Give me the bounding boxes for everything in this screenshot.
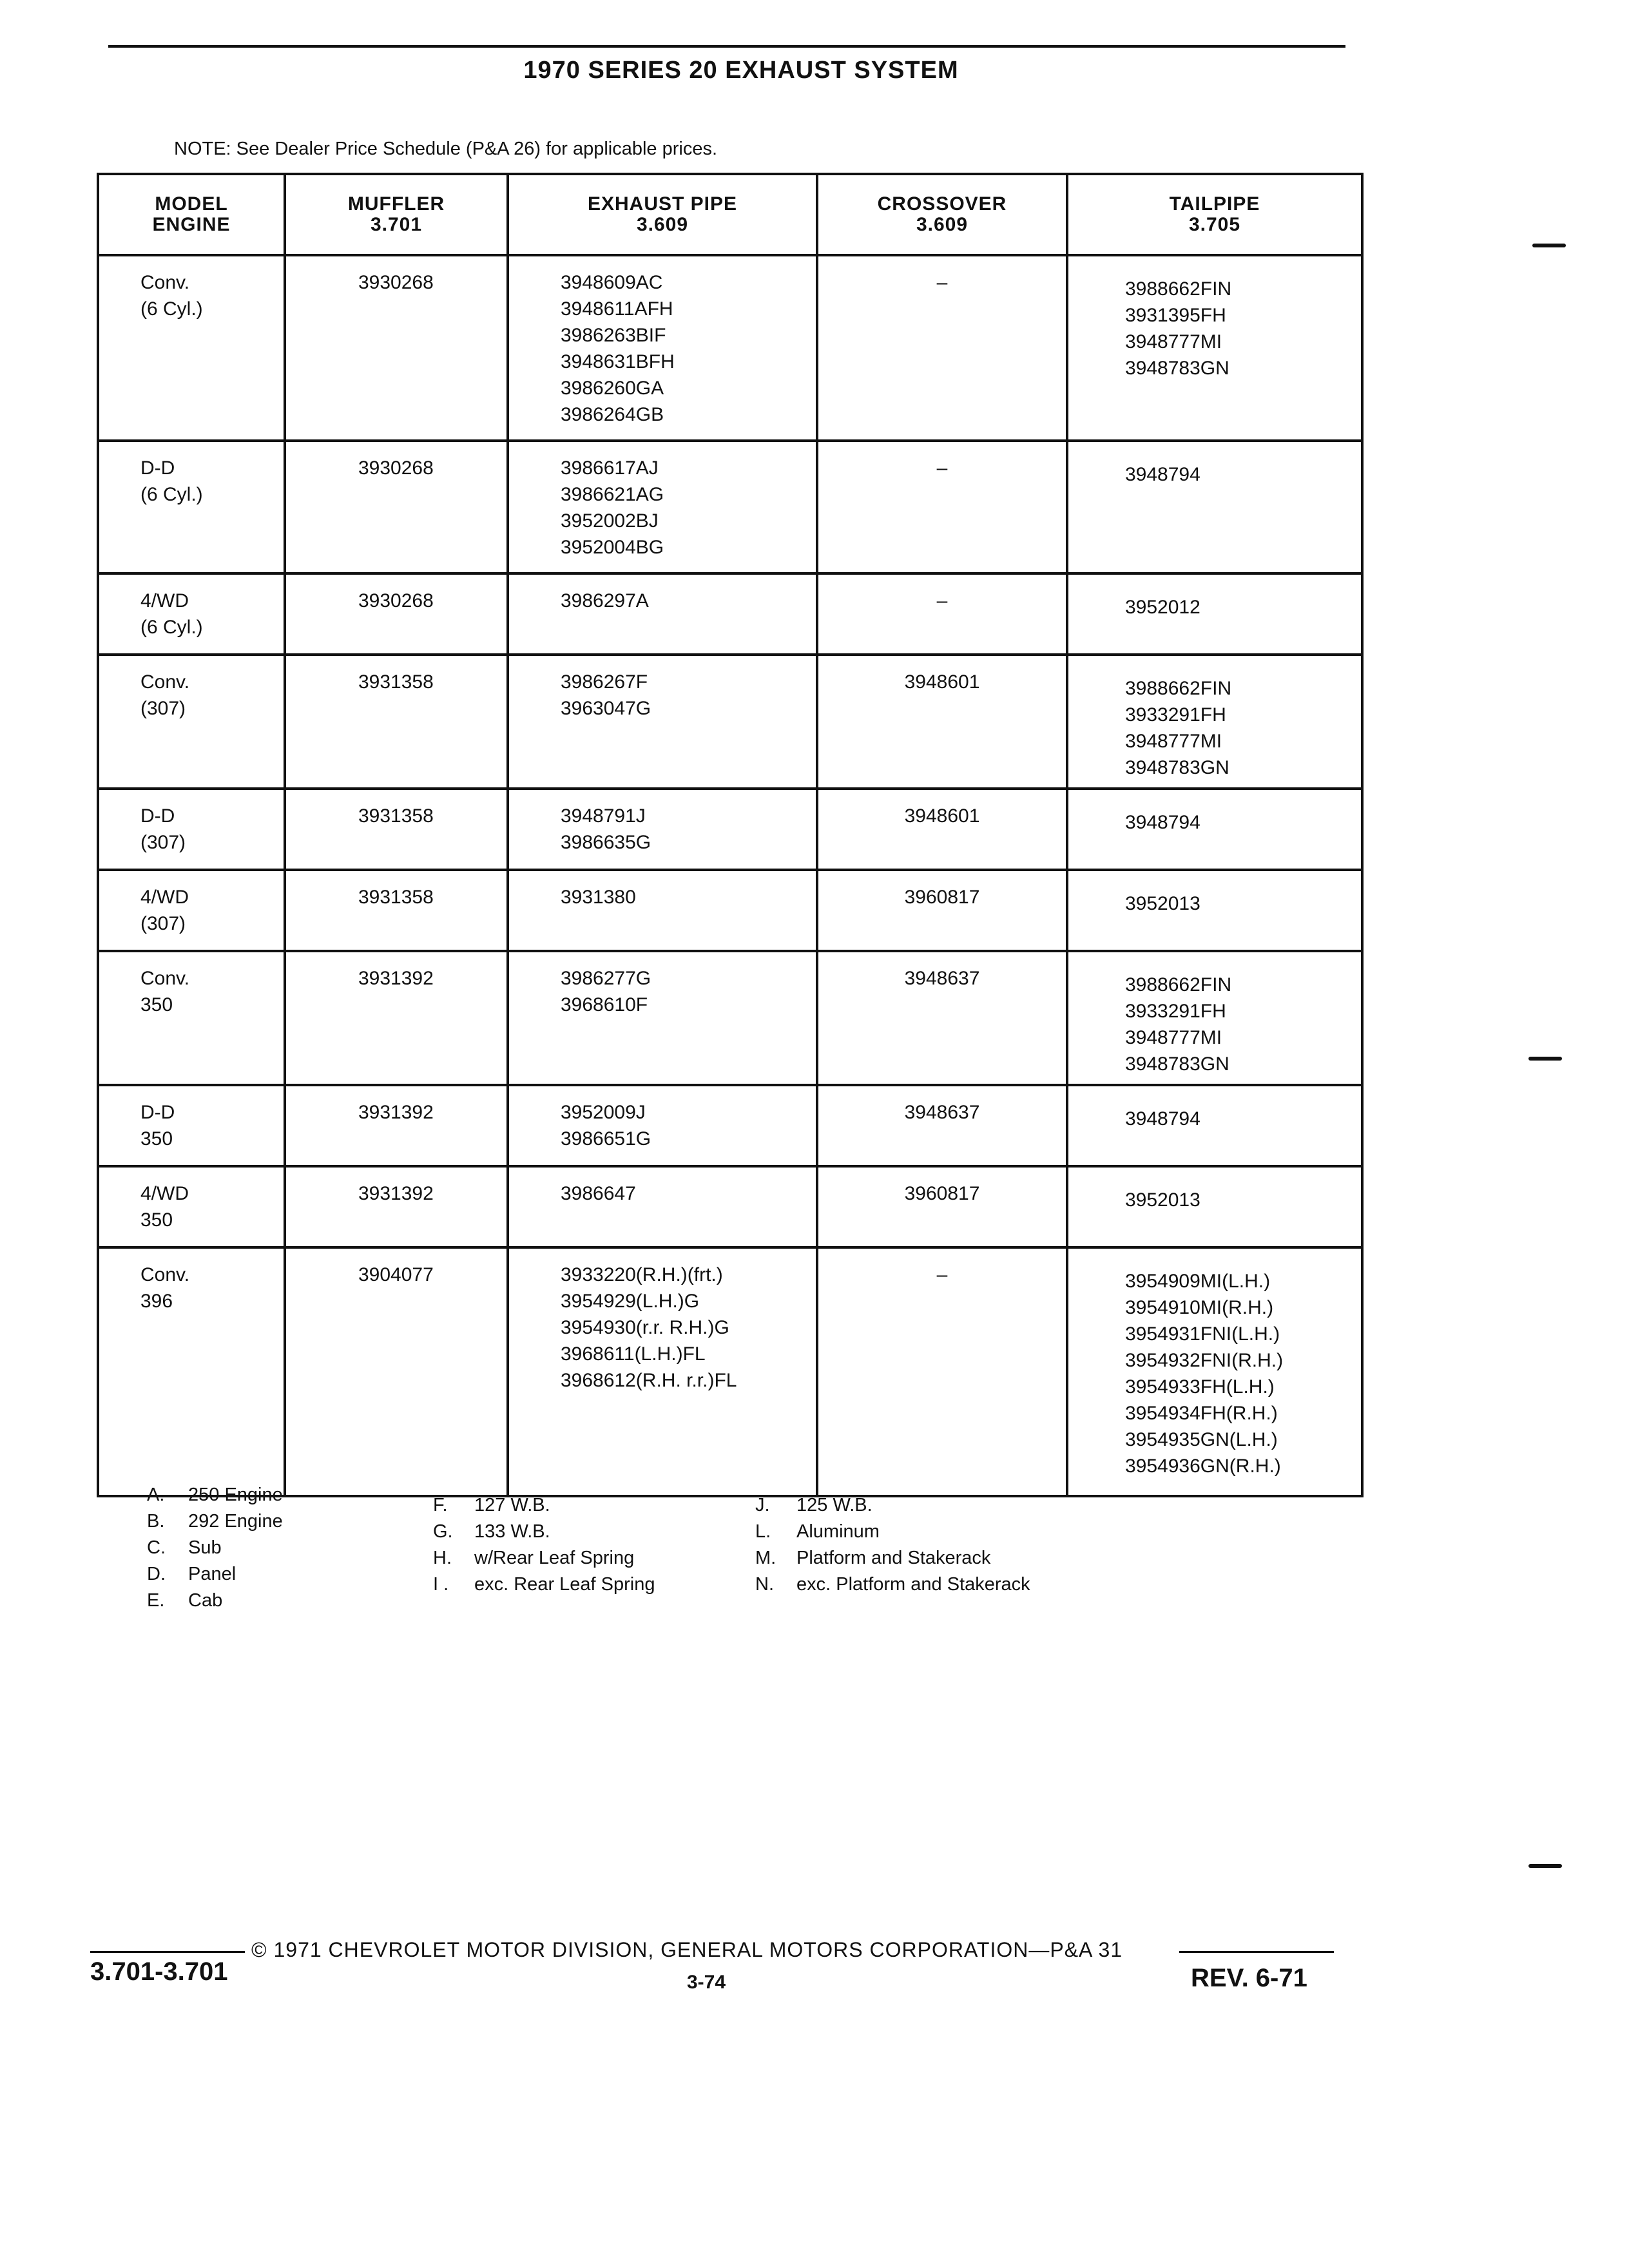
- exhaust-pipe-cell: [508, 789, 817, 870]
- tailpipe-part-number: 3954936GN(R.H.): [1125, 1456, 1281, 1477]
- tailpipe-part-number: 3954910MI(R.H.): [1125, 1297, 1274, 1318]
- tailpipe-part-number: 3988662FIN: [1125, 278, 1232, 300]
- exhaust-pipe-part-number: 3986264GB: [561, 404, 664, 425]
- legend-item: [147, 1482, 283, 1508]
- legend-text: 127 W.B.: [474, 1495, 550, 1515]
- muffler-cell: [285, 655, 508, 789]
- model-engine-text: 350: [140, 1128, 173, 1149]
- header-label: 3.609: [636, 214, 689, 235]
- top-rule: [108, 45, 1345, 48]
- header-label: 3.609: [916, 214, 969, 235]
- tailpipe-cell: [1067, 655, 1362, 789]
- legend-item: [755, 1571, 1030, 1598]
- legend-text: w/Rear Leaf Spring: [474, 1548, 635, 1568]
- legend-column-3: [755, 1492, 1030, 1598]
- exhaust-pipe-part-number: 3986267F: [561, 671, 648, 693]
- model-engine-text: (307): [140, 832, 186, 853]
- table-row: [98, 573, 1362, 655]
- crossover-part-number: 3960817: [904, 887, 980, 908]
- muffler-part-number: 3931392: [358, 1183, 434, 1204]
- legend-item: [755, 1519, 1030, 1545]
- muffler-cell: [285, 1166, 508, 1247]
- legend-text: Aluminum: [796, 1521, 880, 1542]
- exhaust-pipe-part-number: 3954930(r.r. R.H.)G: [561, 1317, 729, 1338]
- model-engine-cell: [98, 870, 285, 951]
- model-engine-text: D-D: [140, 1102, 175, 1123]
- model-engine-cell: [98, 255, 285, 441]
- exhaust-pipe-part-number: 3948631BFH: [561, 351, 675, 372]
- footer-rule-left: [90, 1951, 245, 1953]
- legend-key: I .: [433, 1574, 449, 1595]
- muffler-cell: [285, 573, 508, 655]
- muffler-part-number: 3931358: [358, 887, 434, 908]
- header-label: MODEL: [155, 193, 228, 215]
- tailpipe-cell: [1067, 951, 1362, 1085]
- exhaust-pipe-part-number: 3986647: [561, 1183, 636, 1204]
- footer-section-code: 3.701-3.701: [90, 1957, 228, 1986]
- margin-tick-mark: [1532, 244, 1566, 247]
- crossover-cell: [817, 1247, 1067, 1496]
- tailpipe-part-number: 3948777MI: [1125, 331, 1222, 352]
- exhaust-pipe-part-number: 3986651G: [561, 1128, 651, 1149]
- footer-rule-right: [1179, 1951, 1334, 1953]
- model-engine-text: (6 Cyl.): [140, 617, 203, 638]
- header-muffler: [285, 174, 508, 255]
- header-label: CROSSOVER: [877, 193, 1007, 215]
- exhaust-pipe-cell: [508, 255, 817, 441]
- exhaust-pipe-cell: [508, 441, 817, 573]
- muffler-cell: [285, 951, 508, 1085]
- exhaust-pipe-part-number: 3931380: [561, 887, 636, 908]
- crossover-cell: [817, 441, 1067, 573]
- exhaust-pipe-part-number: 3948609AC: [561, 272, 663, 293]
- exhaust-pipe-part-number: 3952009J: [561, 1102, 646, 1123]
- model-engine-text: 4/WD: [140, 590, 189, 611]
- tailpipe-part-number: 3954932FNI(R.H.): [1125, 1350, 1284, 1371]
- exhaust-pipe-cell: [508, 951, 817, 1085]
- legend-column-2: [433, 1492, 655, 1598]
- header-label: 3.705: [1188, 214, 1241, 235]
- muffler-part-number: 3931358: [358, 671, 434, 693]
- table-body: [98, 255, 1362, 1496]
- exhaust-parts-table: [97, 173, 1364, 1497]
- legend-text: Sub: [188, 1537, 222, 1558]
- model-engine-text: (6 Cyl.): [140, 298, 203, 320]
- crossover-cell: [817, 789, 1067, 870]
- legend-item: [147, 1508, 283, 1535]
- tailpipe-part-number: 3931395FH: [1125, 305, 1226, 326]
- model-engine-text: 4/WD: [140, 1183, 189, 1204]
- model-engine-cell: [98, 573, 285, 655]
- muffler-cell: [285, 1085, 508, 1166]
- legend-key: M.: [755, 1548, 776, 1568]
- tailpipe-cell: [1067, 1247, 1362, 1496]
- exhaust-pipe-part-number: 3986621AG: [561, 484, 664, 505]
- legend-text: exc. Platform and Stakerack: [796, 1574, 1030, 1595]
- legend-column-1: [147, 1482, 283, 1614]
- table-header-row: [98, 174, 1362, 255]
- muffler-part-number: 3904077: [358, 1264, 434, 1285]
- muffler-cell: [285, 441, 508, 573]
- page-title: 1970 SERIES 20 EXHAUST SYSTEM: [523, 57, 959, 84]
- muffler-part-number: 3930268: [358, 272, 434, 293]
- crossover-cell: [817, 255, 1067, 441]
- tailpipe-part-number: 3954909MI(L.H.): [1125, 1271, 1271, 1292]
- header-exhaust-pipe: [508, 174, 817, 255]
- legend-text: Cab: [188, 1590, 223, 1611]
- exhaust-pipe-part-number: 3948791J: [561, 805, 646, 827]
- table-row: [98, 655, 1362, 789]
- header-label: ENGINE: [152, 214, 231, 235]
- model-engine-text: 350: [140, 1209, 173, 1231]
- header-label: MUFFLER: [347, 193, 445, 215]
- exhaust-pipe-cell: [508, 573, 817, 655]
- exhaust-pipe-part-number: 3968610F: [561, 994, 648, 1015]
- model-engine-text: D-D: [140, 805, 175, 827]
- exhaust-pipe-part-number: 3948611AFH: [561, 298, 673, 320]
- crossover-part-number: 3948601: [904, 671, 980, 693]
- legend-item: [147, 1588, 283, 1614]
- tailpipe-part-number: 3948777MI: [1125, 731, 1222, 752]
- header-tailpipe: [1067, 174, 1362, 255]
- tailpipe-part-number: 3952013: [1125, 893, 1200, 914]
- legend-text: Platform and Stakerack: [796, 1548, 991, 1568]
- table-row: [98, 951, 1362, 1085]
- model-engine-text: 350: [140, 994, 173, 1015]
- model-engine-text: Conv.: [140, 1264, 190, 1285]
- exhaust-pipe-part-number: 3986617AJ: [561, 457, 659, 479]
- model-engine-cell: [98, 789, 285, 870]
- muffler-part-number: 3930268: [358, 590, 434, 611]
- crossover-cell: [817, 655, 1067, 789]
- legend-text: 250 Engine: [188, 1485, 283, 1505]
- legend-key: L.: [755, 1521, 771, 1542]
- header-model-engine: [98, 174, 285, 255]
- legend-item: [433, 1545, 655, 1571]
- exhaust-pipe-part-number: 3954929(L.H.)G: [561, 1291, 700, 1312]
- header-label: TAILPIPE: [1169, 193, 1260, 215]
- tailpipe-part-number: 3952012: [1125, 597, 1200, 618]
- model-engine-text: (307): [140, 698, 186, 719]
- exhaust-pipe-part-number: 3968611(L.H.)FL: [561, 1343, 706, 1365]
- tailpipe-cell: [1067, 870, 1362, 951]
- header-label: EXHAUST PIPE: [587, 193, 738, 215]
- legend-text: exc. Rear Leaf Spring: [474, 1574, 655, 1595]
- legend-item: [147, 1561, 283, 1588]
- tailpipe-part-number: 3954931FNI(L.H.): [1125, 1323, 1280, 1345]
- legend-key: D.: [147, 1564, 166, 1584]
- margin-tick-mark: [1528, 1864, 1562, 1868]
- crossover-cell: [817, 870, 1067, 951]
- legend-item: [433, 1571, 655, 1598]
- muffler-part-number: 3931392: [358, 968, 434, 989]
- crossover-cell: [817, 573, 1067, 655]
- legend-item: [433, 1519, 655, 1545]
- model-engine-cell: [98, 1085, 285, 1166]
- crossover-part-number: –: [936, 457, 948, 479]
- model-engine-text: Conv.: [140, 272, 190, 293]
- tailpipe-part-number: 3988662FIN: [1125, 678, 1232, 699]
- crossover-part-number: 3948637: [904, 968, 980, 989]
- tailpipe-part-number: 3954935GN(L.H.): [1125, 1429, 1278, 1450]
- legend-key: N.: [755, 1574, 774, 1595]
- exhaust-pipe-cell: [508, 1085, 817, 1166]
- model-engine-cell: [98, 441, 285, 573]
- legend-key: G.: [433, 1521, 453, 1542]
- tailpipe-cell: [1067, 441, 1362, 573]
- muffler-cell: [285, 255, 508, 441]
- muffler-part-number: 3931358: [358, 805, 434, 827]
- table-row: [98, 1166, 1362, 1247]
- crossover-part-number: –: [936, 590, 948, 611]
- model-engine-cell: [98, 1166, 285, 1247]
- exhaust-pipe-cell: [508, 870, 817, 951]
- legend-key: A.: [147, 1485, 165, 1505]
- tailpipe-part-number: 3948783GN: [1125, 1053, 1229, 1075]
- model-engine-text: (307): [140, 913, 186, 934]
- model-engine-text: 4/WD: [140, 887, 189, 908]
- muffler-cell: [285, 789, 508, 870]
- tailpipe-cell: [1067, 1085, 1362, 1166]
- tailpipe-part-number: 3948794: [1125, 812, 1200, 833]
- legend-text: 292 Engine: [188, 1511, 283, 1532]
- footer-revision: REV. 6-71: [1191, 1964, 1307, 1992]
- muffler-part-number: 3931392: [358, 1102, 434, 1123]
- tailpipe-part-number: 3988662FIN: [1125, 974, 1232, 995]
- exhaust-pipe-part-number: 3986260GA: [561, 378, 664, 399]
- crossover-cell: [817, 1085, 1067, 1166]
- tailpipe-part-number: 3952013: [1125, 1189, 1200, 1211]
- table-row: [98, 441, 1362, 573]
- tailpipe-part-number: 3948794: [1125, 1108, 1200, 1129]
- header-label: 3.701: [370, 214, 423, 235]
- tailpipe-cell: [1067, 255, 1362, 441]
- price-note: NOTE: See Dealer Price Schedule (P&A 26) for applicable prices.: [174, 139, 718, 159]
- crossover-cell: [817, 1166, 1067, 1247]
- crossover-part-number: 3948637: [904, 1102, 980, 1123]
- margin-tick-mark: [1528, 1057, 1562, 1061]
- model-engine-text: Conv.: [140, 968, 190, 989]
- legend-key: J.: [755, 1495, 770, 1515]
- exhaust-pipe-part-number: 3986297A: [561, 590, 649, 611]
- legend-key: F.: [433, 1495, 448, 1515]
- crossover-cell: [817, 951, 1067, 1085]
- model-engine-text: (6 Cyl.): [140, 484, 203, 505]
- exhaust-pipe-part-number: 3952002BJ: [561, 510, 659, 532]
- muffler-part-number: 3930268: [358, 457, 434, 479]
- muffler-cell: [285, 1247, 508, 1496]
- legend-key: E.: [147, 1590, 165, 1611]
- exhaust-pipe-part-number: 3968612(R.H. r.r.)FL: [561, 1370, 737, 1391]
- legend-item: [147, 1535, 283, 1561]
- exhaust-pipe-part-number: 3933220(R.H.)(frt.): [561, 1264, 723, 1285]
- tailpipe-cell: [1067, 789, 1362, 870]
- header-crossover: [817, 174, 1067, 255]
- legend-text: Panel: [188, 1564, 236, 1584]
- tailpipe-part-number: 3933291FH: [1125, 1001, 1226, 1022]
- tailpipe-cell: [1067, 1166, 1362, 1247]
- model-engine-text: 396: [140, 1291, 173, 1312]
- legend-item: [755, 1545, 1030, 1571]
- crossover-part-number: –: [936, 1264, 948, 1285]
- legend-key: B.: [147, 1511, 165, 1532]
- legend-item: [433, 1492, 655, 1519]
- footer-copyright: © 1971 CHEVROLET MOTOR DIVISION, GENERAL MOTORS CORPORATION—P&A 31: [251, 1938, 1123, 1961]
- exhaust-pipe-part-number: 3986263BIF: [561, 325, 666, 346]
- exhaust-pipe-cell: [508, 1247, 817, 1496]
- exhaust-pipe-part-number: 3963047G: [561, 698, 651, 719]
- exhaust-pipe-part-number: 3986635G: [561, 832, 651, 853]
- footer-page-number: 3-74: [687, 1972, 726, 1993]
- tailpipe-part-number: 3948783GN: [1125, 757, 1229, 778]
- exhaust-pipe-cell: [508, 655, 817, 789]
- table-row: [98, 789, 1362, 870]
- model-engine-cell: [98, 655, 285, 789]
- tailpipe-part-number: 3948794: [1125, 464, 1200, 485]
- exhaust-pipe-part-number: 3986277G: [561, 968, 651, 989]
- exhaust-pipe-cell: [508, 1166, 817, 1247]
- tailpipe-part-number: 3948783GN: [1125, 358, 1229, 379]
- model-engine-text: D-D: [140, 457, 175, 479]
- legend-key: C.: [147, 1537, 166, 1558]
- tailpipe-part-number: 3933291FH: [1125, 704, 1226, 726]
- table-row: [98, 1247, 1362, 1496]
- tailpipe-part-number: 3954934FH(R.H.): [1125, 1403, 1278, 1424]
- tailpipe-part-number: 3954933FH(L.H.): [1125, 1376, 1275, 1398]
- tailpipe-part-number: 3948777MI: [1125, 1027, 1222, 1048]
- table-row: [98, 870, 1362, 951]
- model-engine-cell: [98, 1247, 285, 1496]
- tailpipe-cell: [1067, 573, 1362, 655]
- table-row: [98, 1085, 1362, 1166]
- muffler-cell: [285, 870, 508, 951]
- legend-item: [755, 1492, 1030, 1519]
- crossover-part-number: 3948601: [904, 805, 980, 827]
- model-engine-text: Conv.: [140, 671, 190, 693]
- crossover-part-number: 3960817: [904, 1183, 980, 1204]
- table-row: [98, 255, 1362, 441]
- legend-text: 133 W.B.: [474, 1521, 550, 1542]
- crossover-part-number: –: [936, 272, 948, 293]
- legend-text: 125 W.B.: [796, 1495, 872, 1515]
- model-engine-cell: [98, 951, 285, 1085]
- exhaust-pipe-part-number: 3952004BG: [561, 537, 664, 558]
- legend-key: H.: [433, 1548, 452, 1568]
